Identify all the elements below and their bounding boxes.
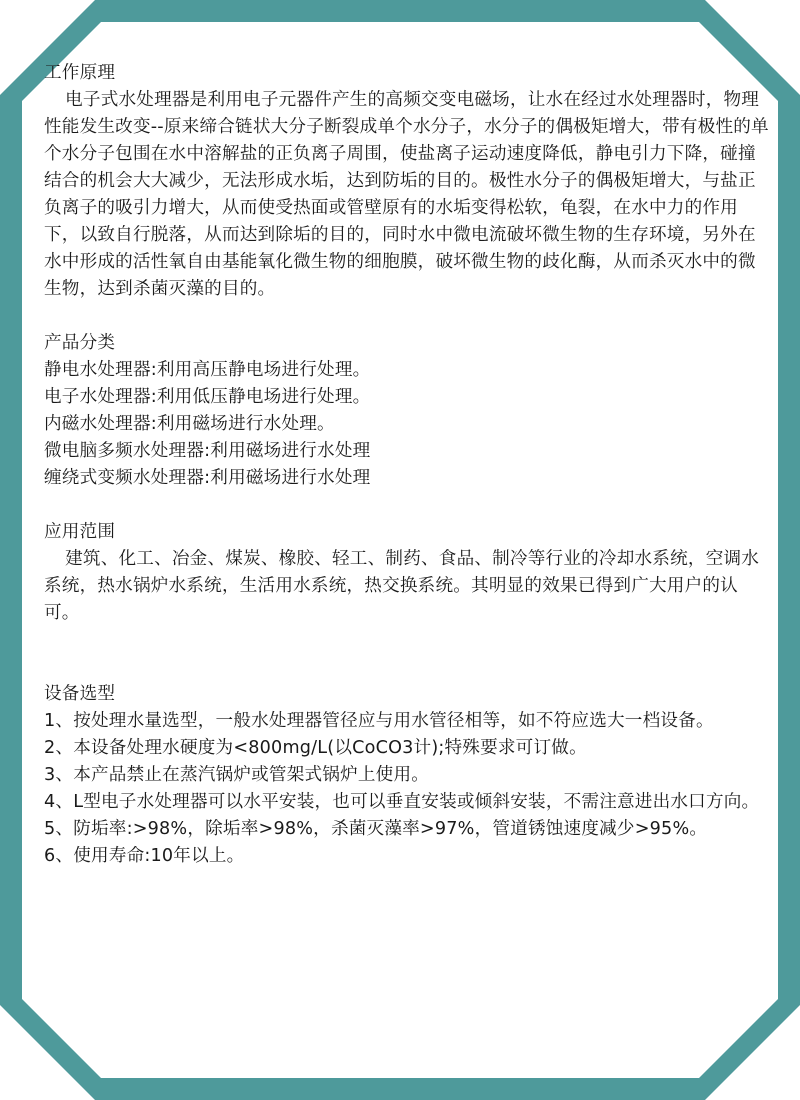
heading-equipment-selection: 设备选型: [44, 684, 116, 704]
section-working-principle: [44, 60, 769, 303]
selection-item-3: 3、本产品禁止在蒸汽锅炉或管架式锅炉上使用。: [44, 765, 430, 785]
heading-product-categories: 产品分类: [44, 333, 116, 353]
selection-item-6: 6、使用寿命:10年以上。: [44, 846, 245, 866]
section-application-scope: [44, 519, 769, 627]
paragraph-working-principle: 电子式水处理器是利用电子元器件产生的高频交变电磁场，让水在经过水处理器时，物理性能发生改变--原来缔合链状大分子断裂成单个水分子，水分子的偶极矩增大，带有极性的单个水分子包围在水中溶解盐的正负离子周围，使盐离子运动速度降低，静电引力下降，碰撞结合的机会大大减少，无法形成水垢，达到防垢的目的。极性水分子的偶极矩增大，与盐正负离子的吸引力增大，从而使受热面或管壁原有的水垢变得松软，龟裂，在水中力的作用下，以致自行脱落，从而达到除垢的目的，同时水中微电流破坏微生物的生存环境，另外在水中形成的活性氧自由基能氧化微生物的细胞膜，破坏微生物的歧化酶，从而杀灭水中的微生物，达到杀菌灭藻的目的。: [44, 90, 769, 299]
category-item-internal-magnetic: 内磁水处理器:利用磁场进行水处理。: [44, 414, 335, 434]
category-item-wound-variable-frequency: 缠绕式变频水处理器:利用磁场进行水处理: [44, 468, 371, 488]
document-body: [44, 60, 769, 870]
section-equipment-selection: [44, 681, 769, 870]
selection-item-1: 1、按处理水量选型，一般水处理器管径应与用水管径相等，如不符应选大一档设备。: [44, 711, 714, 731]
paragraph-application-scope: 建筑、化工、冶金、煤炭、橡胶、轻工、制药、食品、制冷等行业的冷却水系统，空调水系统，热水锅炉水系统，生活用水系统，热交换系统。其明显的效果已得到广大用户的认可。: [44, 549, 760, 623]
selection-item-2: 2、本设备处理水硬度为<800mg/L(以CoCO3计);特殊要求可订做。: [44, 738, 587, 758]
section-product-categories: [44, 330, 769, 492]
heading-application-scope: 应用范围: [44, 522, 116, 542]
category-item-electrostatic: 静电水处理器:利用高压静电场进行处理。: [44, 360, 371, 380]
category-item-microcomputer-multi-frequency: 微电脑多频水处理器:利用磁场进行水处理: [44, 441, 371, 461]
category-item-electronic: 电子水处理器:利用低压静电场进行处理。: [44, 387, 371, 407]
selection-item-4: 4、L型电子水处理器可以水平安装，也可以垂直安装或倾斜安装，不需注意进出水口方向。: [44, 792, 760, 812]
heading-working-principle: 工作原理: [44, 63, 116, 83]
selection-item-5: 5、防垢率:>98%，除垢率>98%，杀菌灭藻率>97%，管道锈蚀速度减少>95%。: [44, 819, 708, 839]
